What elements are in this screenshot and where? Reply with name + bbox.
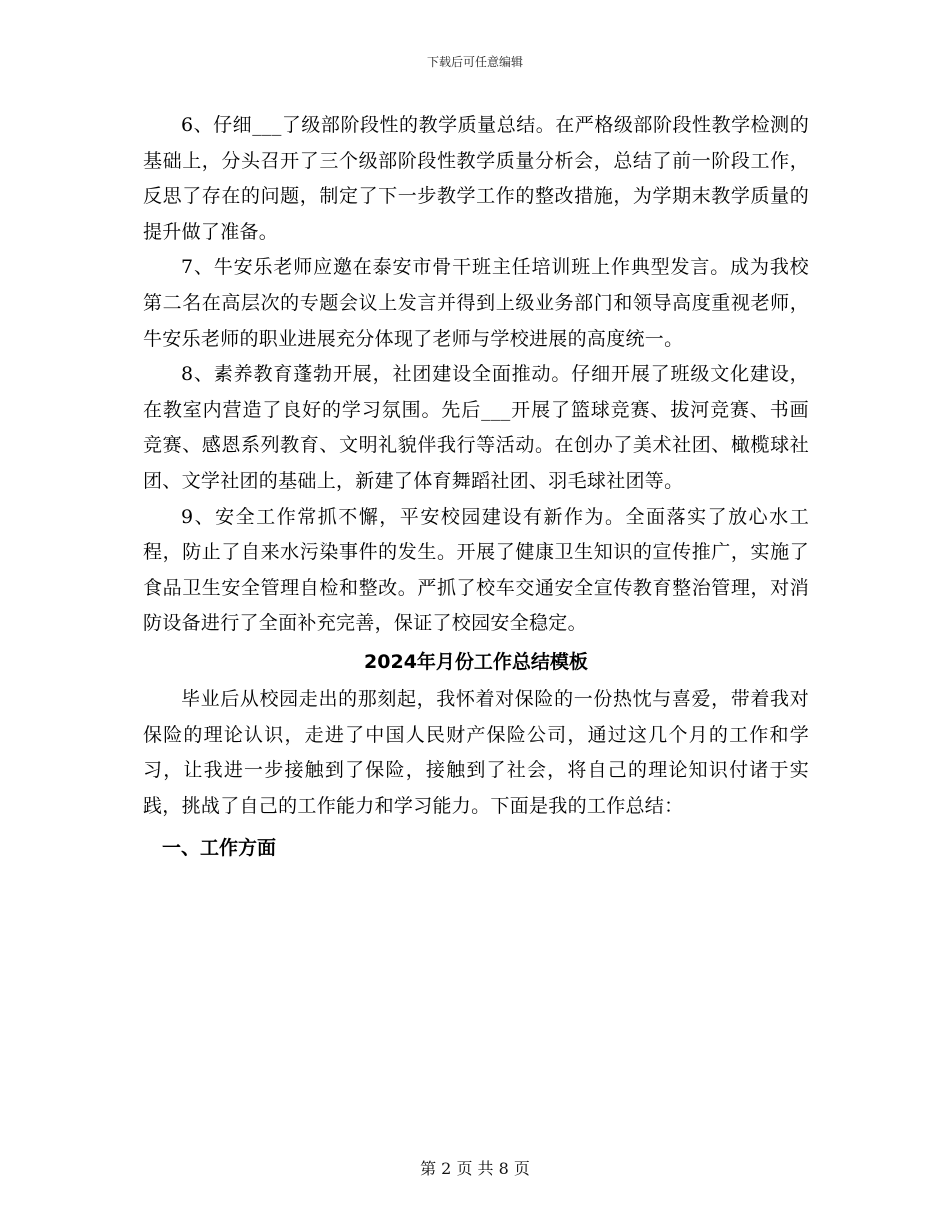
paragraph-item-9: 9、安全工作常抓不懈，平安校园建设有新作为。全面落实了放心水工程，防止了自来水污染事件的发生。开展了健康卫生知识的宣传推广，实施了食品卫生安全管理自检和整改。严抓了校车交通安全宣传教育整治管理，对消防设备进行了全面补充完善，保证了校园安全稳定。 [143, 505, 809, 635]
section-title: 2024年月份工作总结模板 [364, 650, 588, 673]
paragraph-item-6: 6、仔细___了级部阶段性的教学质量总结。在严格级部阶段性教学检测的基础上，分头召开了三个级部阶段性教学质量分析会，总结了前一阶段工作，反思了存在的问题，制定了下一步教学工作的整改措施，为学期末教学质量的提升做了准备。 [143, 114, 809, 243]
page-footer: 第 2 页 共 8 页 [420, 1159, 530, 1178]
page-header: 下载后可任意编辑 [426, 55, 523, 69]
paragraph-item-7: 7、牛安乐老师应邀在泰安市骨干班主任培训班上作典型发言。成为我校第二名在高层次的专题会议上发言并得到上级业务部门和领导高度重视老师，牛安乐老师的职业进展充分体现了老师与学校进展的高度统一。 [143, 256, 809, 350]
document-body [143, 108, 809, 868]
paragraph-item-8: 8、素养教育蓬勃开展，社团建设全面推动。仔细开展了班级文化建设，在教室内营造了良好的学习氛围。先后___开展了篮球竞赛、拔河竞赛、书画竞赛、感恩系列教育、文明礼貌伴我行等活动。在创办了美术社团、橄榄球社团、文学社团的基础上，新建了体育舞蹈社团、羽毛球社团等。 [143, 363, 809, 492]
section-heading: 一、工作方面 [162, 837, 277, 860]
section-intro-paragraph: 毕业后从校园走出的那刻起，我怀着对保险的一份热忱与喜爱，带着我对保险的理论认识，走进了中国人民财产保险公司，通过这几个月的工作和学习，让我进一步接触到了保险，接触到了社会，将自己的理论知识付诸于实践，挑战了自己的工作能力和学习能力。下面是我的工作总结： [143, 687, 809, 817]
